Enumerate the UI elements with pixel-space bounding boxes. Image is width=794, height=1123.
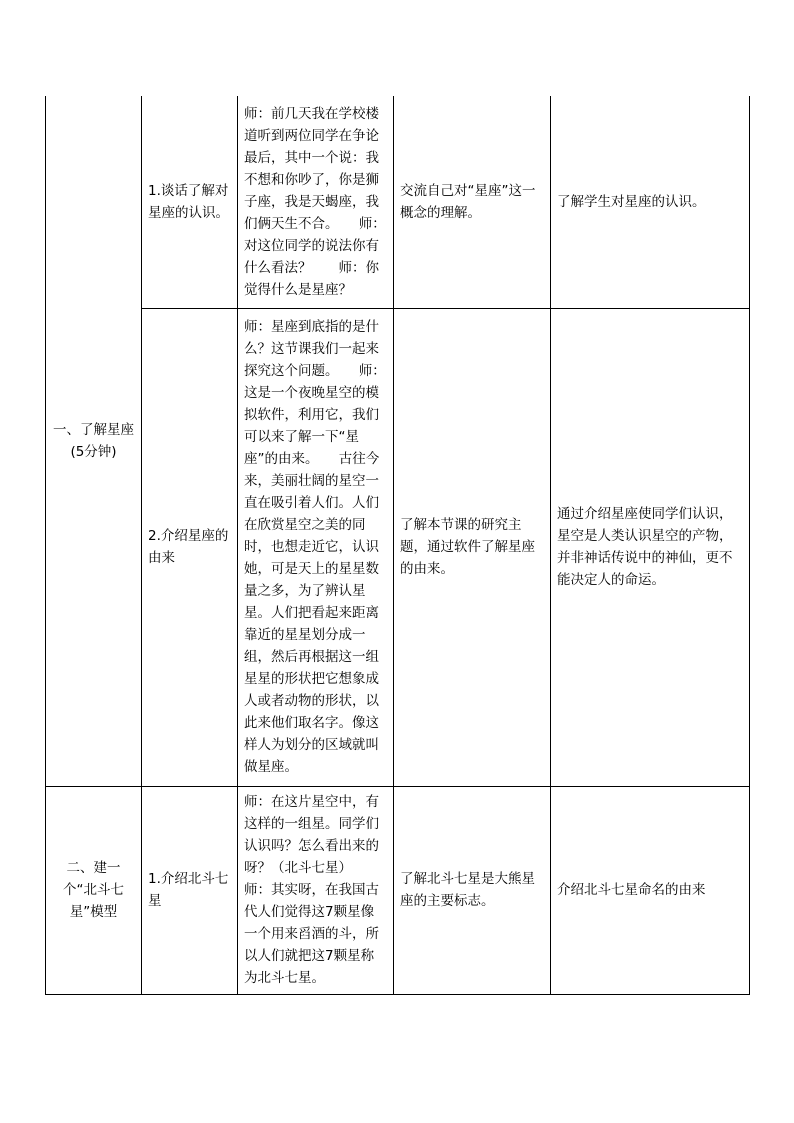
lesson-plan-table: [45, 96, 750, 995]
design-intent: 通过介绍星座使同学们认识，星空是人类认识星空的产物，并非神话传说中的神仙，更不能决定人的命运。: [551, 308, 750, 786]
activity-content: 2.介绍星座的由来: [142, 308, 238, 786]
table-row: [46, 96, 750, 308]
stage-title: 二、建一个“北斗七星”模型: [46, 786, 142, 994]
design-intent: 介绍北斗七星命名的由来: [551, 786, 750, 994]
activity-content: 1.介绍北斗七星: [142, 786, 238, 994]
student-activity: 交流自己对“星座”这一概念的理解。: [394, 96, 551, 308]
table-row: [46, 308, 750, 786]
table-row: [46, 786, 750, 994]
student-activity: 了解本节课的研究主题，通过软件了解星座的由来。: [394, 308, 551, 786]
teacher-activity: 师：前几天我在学校楼道听到两位同学在争论最后，其中一个说：我不想和你吵了，你是狮子座，我是天蝎座，我们俩天生不合。 师：对这位同学的说法你有什么看法？ 师：你觉得什么是星座？: [238, 96, 394, 308]
teacher-activity: 师：在这片星空中，有这样的一组星。同学们认识吗？怎么看出来的呀？（北斗七星） 师：其实呀，在我国古代人们觉得这7颗星像一个用来舀酒的斗，所以人们就把这7颗星称为北斗七星。: [238, 786, 394, 994]
stage-title: 一、了解星座(5分钟): [46, 96, 142, 786]
student-activity: 了解北斗七星是大熊星座的主要标志。: [394, 786, 551, 994]
activity-content: 1.谈话了解对星座的认识。: [142, 96, 238, 308]
teacher-activity: 师：星座到底指的是什么？这节课我们一起来探究这个问题。 师：这是一个夜晚星空的模拟软件，利用它，我们可以来了解一下“星座”的由来。 古往今来，美丽壮阔的星空一直在吸引着人们。人们在欣赏星空之美的同时，也想走近它，认识她，可是天上的星星数量之多，为了辨认星星。人们把看起来距离靠近的星星划分成一组，然后再根据这一组星星的形状把它想象成人或者动物的形状，以此来他们取名字。像这样人为划分的区域就叫做星座。: [238, 308, 394, 786]
design-intent: 了解学生对星座的认识。: [551, 96, 750, 308]
